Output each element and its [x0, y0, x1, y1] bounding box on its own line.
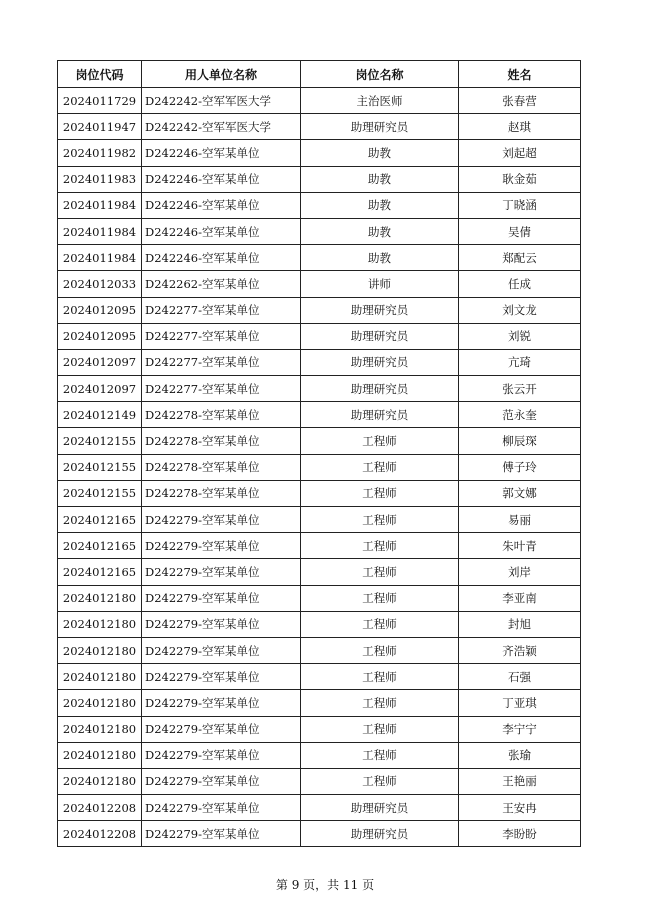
cell-post-code: 2024012033: [58, 271, 142, 297]
cell-post-name: 工程师: [301, 533, 459, 559]
cell-employer-name: D242278-空军某单位: [142, 428, 301, 454]
cell-employer-name: D242279-空军某单位: [142, 637, 301, 663]
cell-person-name: 刘岸: [459, 559, 581, 585]
cell-person-name: 郭文娜: [459, 480, 581, 506]
table-row: [58, 611, 581, 637]
cell-person-name: 朱叶青: [459, 533, 581, 559]
cell-post-code: 2024012155: [58, 454, 142, 480]
table-body: [58, 88, 581, 847]
cell-person-name: 张春营: [459, 88, 581, 114]
cell-post-code: 2024012208: [58, 795, 142, 821]
table-row: [58, 716, 581, 742]
cell-person-name: 封旭: [459, 611, 581, 637]
cell-employer-name: D242279-空军某单位: [142, 821, 301, 847]
table-row: [58, 297, 581, 323]
table-row: [58, 245, 581, 271]
table-row: [58, 768, 581, 794]
cell-post-code: 2024012095: [58, 323, 142, 349]
cell-post-name: 工程师: [301, 664, 459, 690]
table-row: [58, 88, 581, 114]
cell-post-name: 工程师: [301, 611, 459, 637]
cell-post-code: 2024011984: [58, 192, 142, 218]
cell-employer-name: D242278-空军某单位: [142, 402, 301, 428]
cell-post-code: 2024011947: [58, 114, 142, 140]
cell-post-name: 工程师: [301, 716, 459, 742]
table-row: [58, 428, 581, 454]
cell-employer-name: D242279-空军某单位: [142, 716, 301, 742]
cell-post-name: 工程师: [301, 507, 459, 533]
cell-post-code: 2024012180: [58, 768, 142, 794]
cell-person-name: 易丽: [459, 507, 581, 533]
cell-post-code: 2024012180: [58, 611, 142, 637]
cell-post-name: 助理研究员: [301, 376, 459, 402]
cell-person-name: 赵琪: [459, 114, 581, 140]
cell-post-name: 工程师: [301, 428, 459, 454]
cell-employer-name: D242279-空军某单位: [142, 559, 301, 585]
cell-post-name: 工程师: [301, 480, 459, 506]
cell-post-code: 2024012180: [58, 690, 142, 716]
cell-post-name: 助教: [301, 166, 459, 192]
table-row: [58, 114, 581, 140]
cell-post-code: 2024012155: [58, 428, 142, 454]
page-number-footer: 第 9 页，共 11 页: [275, 878, 375, 892]
cell-person-name: 柳辰琛: [459, 428, 581, 454]
cell-employer-name: D242279-空军某单位: [142, 533, 301, 559]
cell-person-name: 刘文龙: [459, 297, 581, 323]
cell-post-code: 2024012155: [58, 480, 142, 506]
cell-post-code: 2024012208: [58, 821, 142, 847]
table-row: [58, 140, 581, 166]
cell-employer-name: D242277-空军某单位: [142, 323, 301, 349]
cell-employer-name: D242279-空军某单位: [142, 742, 301, 768]
cell-post-name: 助理研究员: [301, 795, 459, 821]
cell-employer-name: D242246-空军某单位: [142, 192, 301, 218]
cell-post-name: 工程师: [301, 559, 459, 585]
cell-post-code: 2024012180: [58, 585, 142, 611]
cell-employer-name: D242279-空军某单位: [142, 690, 301, 716]
cell-person-name: 刘起超: [459, 140, 581, 166]
cell-employer-name: D242279-空军某单位: [142, 507, 301, 533]
cell-employer-name: D242278-空军某单位: [142, 480, 301, 506]
cell-person-name: 张云开: [459, 376, 581, 402]
cell-post-name: 助教: [301, 140, 459, 166]
cell-person-name: 李盼盼: [459, 821, 581, 847]
cell-post-code: 2024012180: [58, 664, 142, 690]
cell-post-name: 助理研究员: [301, 323, 459, 349]
cell-person-name: 李亚南: [459, 585, 581, 611]
table-header-row: [58, 61, 581, 88]
cell-post-code: 2024012180: [58, 716, 142, 742]
cell-person-name: 石强: [459, 664, 581, 690]
cell-post-name: 助理研究员: [301, 821, 459, 847]
cell-post-name: 工程师: [301, 690, 459, 716]
cell-person-name: 齐浩颖: [459, 637, 581, 663]
cell-post-name: 讲师: [301, 271, 459, 297]
cell-post-name: 工程师: [301, 742, 459, 768]
cell-post-name: 主治医师: [301, 88, 459, 114]
table-row: [58, 480, 581, 506]
cell-person-name: 丁晓涵: [459, 192, 581, 218]
table-row: [58, 585, 581, 611]
cell-post-code: 2024011984: [58, 245, 142, 271]
table-row: [58, 795, 581, 821]
cell-post-name: 助理研究员: [301, 297, 459, 323]
table-row: [58, 664, 581, 690]
cell-employer-name: D242279-空军某单位: [142, 611, 301, 637]
cell-post-name: 助教: [301, 218, 459, 244]
cell-person-name: 刘锐: [459, 323, 581, 349]
cell-person-name: 李宁宁: [459, 716, 581, 742]
cell-employer-name: D242277-空军某单位: [142, 349, 301, 375]
cell-employer-name: D242279-空军某单位: [142, 664, 301, 690]
cell-post-name: 助理研究员: [301, 402, 459, 428]
cell-employer-name: D242279-空军某单位: [142, 795, 301, 821]
cell-post-code: 2024012180: [58, 742, 142, 768]
header-person-name: 姓名: [459, 61, 581, 88]
cell-post-name: 工程师: [301, 585, 459, 611]
cell-person-name: 傅子玲: [459, 454, 581, 480]
table-row: [58, 192, 581, 218]
cell-post-name: 助教: [301, 245, 459, 271]
table-row: [58, 323, 581, 349]
cell-employer-name: D242277-空军某单位: [142, 297, 301, 323]
cell-post-code: 2024012165: [58, 533, 142, 559]
cell-employer-name: D242279-空军某单位: [142, 768, 301, 794]
table-row: [58, 218, 581, 244]
cell-post-name: 工程师: [301, 768, 459, 794]
cell-post-name: 工程师: [301, 454, 459, 480]
cell-employer-name: D242246-空军某单位: [142, 166, 301, 192]
table-row: [58, 637, 581, 663]
cell-employer-name: D242246-空军某单位: [142, 218, 301, 244]
cell-post-code: 2024012097: [58, 376, 142, 402]
personnel-table: [57, 60, 581, 847]
cell-person-name: 郑配云: [459, 245, 581, 271]
cell-post-code: 2024012095: [58, 297, 142, 323]
cell-post-name: 工程师: [301, 637, 459, 663]
cell-person-name: 耿金茹: [459, 166, 581, 192]
cell-post-code: 2024012149: [58, 402, 142, 428]
cell-person-name: 吴倩: [459, 218, 581, 244]
cell-person-name: 任成: [459, 271, 581, 297]
cell-post-code: 2024012165: [58, 559, 142, 585]
table-row: [58, 533, 581, 559]
table-row: [58, 507, 581, 533]
cell-person-name: 范永奎: [459, 402, 581, 428]
cell-post-name: 助教: [301, 192, 459, 218]
header-employer-name: 用人单位名称: [142, 61, 301, 88]
cell-post-code: 2024011729: [58, 88, 142, 114]
cell-employer-name: D242242-空军军医大学: [142, 114, 301, 140]
cell-employer-name: D242278-空军某单位: [142, 454, 301, 480]
cell-post-name: 助理研究员: [301, 114, 459, 140]
cell-post-code: 2024012097: [58, 349, 142, 375]
cell-post-code: 2024012165: [58, 507, 142, 533]
cell-person-name: 丁亚琪: [459, 690, 581, 716]
table-row: [58, 690, 581, 716]
header-post-name: 岗位名称: [301, 61, 459, 88]
cell-post-code: 2024011982: [58, 140, 142, 166]
cell-employer-name: D242277-空军某单位: [142, 376, 301, 402]
cell-post-name: 助理研究员: [301, 349, 459, 375]
table-row: [58, 166, 581, 192]
cell-person-name: 亢琦: [459, 349, 581, 375]
cell-person-name: 王艳丽: [459, 768, 581, 794]
table-row: [58, 271, 581, 297]
cell-post-code: 2024012180: [58, 637, 142, 663]
cell-person-name: 张瑜: [459, 742, 581, 768]
table-row: [58, 821, 581, 847]
cell-employer-name: D242246-空军某单位: [142, 245, 301, 271]
table-row: [58, 376, 581, 402]
table-row: [58, 349, 581, 375]
cell-employer-name: D242279-空军某单位: [142, 585, 301, 611]
table-row: [58, 559, 581, 585]
table-row: [58, 454, 581, 480]
cell-person-name: 王安冉: [459, 795, 581, 821]
cell-employer-name: D242262-空军某单位: [142, 271, 301, 297]
header-post-code: 岗位代码: [58, 61, 142, 88]
table-row: [58, 742, 581, 768]
table-row: [58, 402, 581, 428]
cell-employer-name: D242242-空军军医大学: [142, 88, 301, 114]
cell-employer-name: D242246-空军某单位: [142, 140, 301, 166]
cell-post-code: 2024011984: [58, 218, 142, 244]
cell-post-code: 2024011983: [58, 166, 142, 192]
